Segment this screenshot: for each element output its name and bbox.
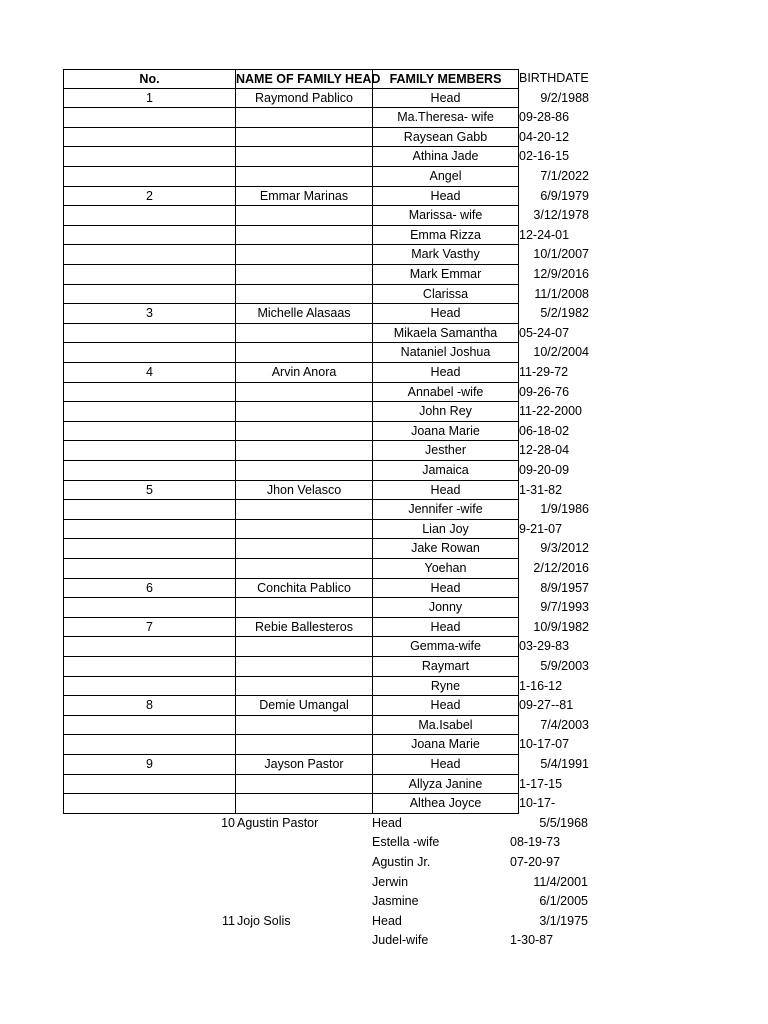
table-row [0,422,768,442]
family-head-name [235,716,372,736]
table-row [0,441,768,461]
birthdate-value: 5/2/1982 [540,306,589,321]
birthdate-value: 11/1/2008 [534,286,589,301]
family-member-name: Jake Rowan [372,539,519,559]
family-member-name: Jerwin [372,874,409,889]
family-member-name: Clarissa [372,285,519,305]
family-member-name: Ryne [372,677,519,697]
table-row [0,187,768,207]
row-number [63,226,235,246]
table-row [0,559,768,579]
birthdate-value: 1/9/1986 [540,502,589,517]
table-row [0,657,768,677]
birthdate-value: 04-20-12 [519,129,570,144]
row-number [63,402,235,422]
row-number: 8 [63,696,235,716]
family-head-name [235,206,372,226]
table-row [0,147,768,167]
family-head-name: Rebie Ballesteros [235,618,372,638]
table-row [0,618,768,638]
row-number: 11 [222,913,235,928]
row-number [63,500,235,520]
row-number [63,853,235,873]
birthdate-value: 1-30-87 [510,933,554,948]
family-head-name [235,657,372,677]
row-number [63,833,235,853]
table-row [0,873,768,893]
row-number [63,892,235,912]
row-number: 7 [63,618,235,638]
row-number: 1 [63,89,235,109]
table-row [0,755,768,775]
birthdate-value: 2/12/2016 [533,561,589,575]
family-member-name: Emma Rizza [372,226,519,246]
birthdate-value: 02-16-15 [519,149,570,164]
family-member-name: Head [372,913,402,928]
row-number [63,637,235,657]
row-number [63,108,235,128]
table-row [0,128,768,148]
row-number [63,539,235,559]
table-row [0,89,768,109]
row-number [63,324,235,344]
birthdate-value: 1-31-82 [519,482,563,497]
row-number: 4 [63,363,235,383]
family-head-name [237,931,370,951]
family-head-name [235,108,372,128]
family-member-name: Jennifer -wife [372,500,519,520]
table-row [0,520,768,540]
family-member-name: Mark Vasthy [372,245,519,265]
family-head-name [235,167,372,187]
table-row [0,931,768,951]
birthdate-value: 1-17-15 [519,776,563,791]
family-member-name: Mikaela Samantha [372,324,519,344]
family-head-name [235,500,372,520]
row-number [63,520,235,540]
table-row [0,363,768,383]
family-head-name [235,402,372,422]
birthdate-value: 6/1/2005 [539,894,588,909]
table-row [0,696,768,716]
table-row [0,206,768,226]
family-head-name [235,285,372,305]
family-member-name: Marissa- wife [372,206,519,226]
family-member-name: Ma.Isabel [372,716,519,736]
birthdate-value: 8/9/1957 [540,580,589,595]
header-row [0,69,768,89]
family-head-name: Michelle Alasaas [235,304,372,324]
family-head-name [235,245,372,265]
table-row [0,108,768,128]
row-number [63,128,235,148]
family-member-name: Agustin Jr. [372,855,431,869]
family-member-name: Joana Marie [372,422,519,442]
family-member-name: Nataniel Joshua [372,343,519,363]
row-number [63,677,235,697]
birthdate-value: 5/5/1968 [539,815,588,830]
family-head-name [235,735,372,755]
family-member-name: Mark Emmar [372,265,519,285]
family-head-name: Emmar Marinas [235,187,372,207]
family-member-name: Head [372,89,519,109]
family-head-name [235,637,372,657]
birthdate-value: 9/2/1988 [540,90,589,105]
row-number: 2 [63,187,235,207]
row-number [63,931,235,951]
family-member-name: Jesther [372,441,519,461]
family-head-name: Arvin Anora [235,363,372,383]
birthdate-value: 12-28-04 [519,443,570,458]
birthdate-value: 09-28-86 [519,110,570,125]
family-head-name [235,677,372,697]
family-head-name [235,539,372,559]
row-number [63,559,235,579]
row-number [63,775,235,795]
family-member-name: Head [372,579,519,599]
table-row [0,402,768,422]
birthdate-value: 03-29-83 [519,639,570,654]
row-number [63,657,235,677]
family-head-name: Jojo Solis [237,913,291,928]
family-member-name: Raysean Gabb [372,128,519,148]
family-head-name [235,265,372,285]
family-head-name [235,794,372,814]
family-member-name: Annabel -wife [372,383,519,403]
birthdate-value: 7/1/2022 [540,169,589,183]
family-member-name: Gemma-wife [372,637,519,657]
row-number [63,343,235,363]
family-head-name: Raymond Pablico [235,89,372,109]
birthdate-value: 09-26-76 [519,384,570,399]
family-member-name: Head [372,481,519,501]
family-head-name [235,598,372,618]
table-row [0,245,768,265]
table-row [0,285,768,305]
row-number [63,461,235,481]
table-row [0,814,768,834]
family-member-name: Ma.Theresa- wife [372,108,519,128]
table-row [0,579,768,599]
family-head-name: Jayson Pastor [235,755,372,775]
family-head-name [235,147,372,167]
table-row [0,324,768,344]
birthdate-value: 10/2/2004 [533,345,589,360]
table-row [0,735,768,755]
family-member-name: Jamaica [372,461,519,481]
table-row [0,853,768,873]
family-head-name [235,324,372,344]
birthdate-value: 09-27--81 [519,698,574,713]
birthdate-value: 05-24-07 [519,325,570,340]
birthdate-value: 07-20-97 [510,855,561,869]
row-number: 3 [63,304,235,324]
family-head-name: Jhon Velasco [235,481,372,501]
birthdate-value: 9/3/2012 [540,541,589,556]
table-row [0,775,768,795]
family-head-name [235,343,372,363]
header-family-members: FAMILY MEMBERS [372,69,519,89]
family-member-name: Head [372,187,519,207]
row-number: 10 [221,815,235,830]
family-member-name: John Rey [372,402,519,422]
birthdate-value: 11/4/2001 [533,874,588,889]
family-member-name: Jasmine [372,894,419,909]
family-head-name: Demie Umangal [235,696,372,716]
family-member-name: Yoehan [372,559,519,579]
birthdate-value: 5/9/2003 [540,659,589,673]
family-head-name [235,128,372,148]
birthdate-value: 3/12/1978 [533,208,589,223]
row-number [63,598,235,618]
family-member-name: Head [372,363,519,383]
birthdate-value: 9-21-07 [519,521,563,536]
table-row [0,167,768,187]
birthdate-value: 06-18-02 [519,423,570,438]
header-birthdate: BIRTHDATE [519,71,589,85]
table-row [0,892,768,912]
row-number [63,265,235,285]
table-row [0,383,768,403]
birthdate-value: 10/9/1982 [533,619,589,634]
birthdate-value: 10-17-07 [519,737,570,752]
family-head-name [235,461,372,481]
family-member-name: Jonny [372,598,519,618]
table-row [0,481,768,501]
table-row [0,226,768,246]
family-member-name: Judel-wife [372,933,429,948]
birthdate-value: 7/4/2003 [540,717,589,732]
family-member-name: Raymart [372,657,519,677]
table-row [0,539,768,559]
family-head-name [235,441,372,461]
family-head-name [235,383,372,403]
family-member-name: Athina Jade [372,147,519,167]
table-row [0,304,768,324]
row-number [63,383,235,403]
row-number [63,441,235,461]
family-head-name [237,853,370,873]
row-number: 9 [63,755,235,775]
family-head-name [237,892,370,912]
family-head-name: Agustin Pastor [237,815,319,830]
birthdate-value: 6/9/1979 [540,188,589,203]
family-member-name: Angel [372,167,519,187]
table-row [0,265,768,285]
birthdate-value: 12-24-01 [519,227,570,242]
family-member-name: Joana Marie [372,735,519,755]
family-member-name: Lian Joy [372,520,519,540]
row-number [63,245,235,265]
row-number: 6 [63,579,235,599]
birthdate-value: 3/1/1975 [539,913,588,928]
table-row [0,500,768,520]
birthdate-value: 09-20-09 [519,463,570,477]
row-number [63,873,235,893]
table-row [0,637,768,657]
birthdate-value: 08-19-73 [510,835,561,850]
family-head-name [235,422,372,442]
table-row [0,677,768,697]
family-member-name: Estella -wife [372,835,440,850]
family-head-name: Conchita Pablico [235,579,372,599]
table-row [0,912,768,932]
birthdate-value: 1-16-12 [519,678,563,693]
birthdate-value: 9/7/1993 [540,600,589,615]
row-number [63,147,235,167]
row-number [63,735,235,755]
family-head-name [237,833,370,853]
row-number [63,167,235,187]
header-name-of-family-head: NAME OF FAMILY HEAD [235,69,372,89]
family-member-name: Head [372,618,519,638]
row-number [63,422,235,442]
family-member-name: Head [372,696,519,716]
row-number [63,794,235,814]
row-number [63,206,235,226]
family-head-name [235,559,372,579]
birthdate-value: 11-29-72 [519,365,569,379]
family-head-name [235,775,372,795]
table-row [0,461,768,481]
table-row [0,716,768,736]
table-row [0,598,768,618]
table-row [0,343,768,363]
row-number: 5 [63,481,235,501]
family-member-name: Althea Joyce [372,794,519,814]
table-row [0,794,768,814]
family-member-name: Head [372,755,519,775]
family-member-name: Head [372,815,402,830]
row-number [63,716,235,736]
family-member-name: Allyza Janine [372,775,519,795]
family-member-name: Head [372,304,519,324]
birthdate-value: 5/4/1991 [540,757,589,771]
birthdate-value: 11-22-2000 [519,404,583,419]
birthdate-value: 10/1/2007 [533,247,589,262]
table-row [0,833,768,853]
birthdate-value: 12/9/2016 [533,267,589,281]
family-head-name [235,226,372,246]
family-head-name [237,873,370,893]
header-no: No. [63,69,235,89]
birthdate-value: 10-17- [519,796,556,811]
row-number [63,285,235,305]
family-head-name [235,520,372,540]
